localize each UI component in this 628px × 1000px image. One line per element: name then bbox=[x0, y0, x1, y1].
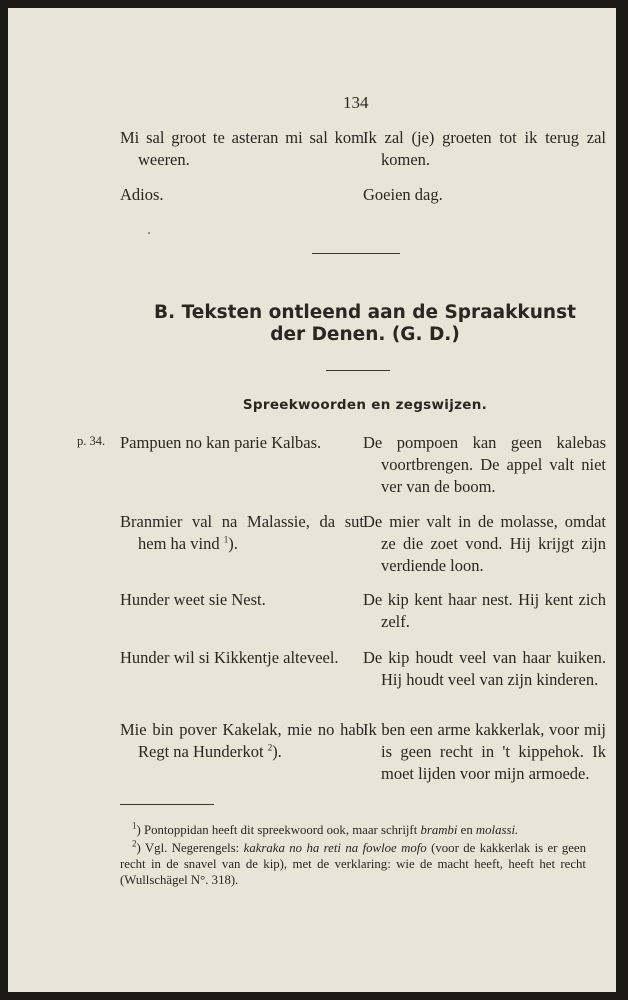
footnote-2-italic: kakraka no ha reti na fowloe mofo bbox=[243, 841, 427, 855]
top-right-text-1: Ik zal (je) groeten tot ik terug zal komen. bbox=[363, 128, 606, 169]
footnote-2-text: ) Vgl. Negerengels: bbox=[136, 841, 244, 855]
proverb-2-dutch: De mier valt in de molasse, omdat ze die zoet vond. Hij krijgt zijn verdiende loon. bbox=[363, 512, 606, 575]
footnote-ref-1: 1 bbox=[223, 534, 229, 545]
proverb-1-creole: Pampuen no kan parie Kalbas. bbox=[120, 433, 322, 452]
proverb-3-creole: Hunder weet sie Nest. bbox=[120, 590, 266, 609]
footnote-rule bbox=[120, 804, 214, 805]
footnote-1-word1: brambi bbox=[420, 823, 458, 837]
stray-mark bbox=[148, 232, 150, 234]
proverb-4-dutch: De kip houdt veel van haar kuiken. Hij houdt veel van zijn kinderen. bbox=[363, 648, 606, 689]
top-right-text-2: Goeien dag. bbox=[363, 185, 443, 204]
proverb-5-creole bbox=[120, 719, 364, 763]
proverb-2-tail: ). bbox=[228, 534, 238, 553]
proverb-2-creole-text: Branmier val na Malassie, da sut hem ha vind bbox=[120, 512, 364, 553]
subheading: Spreekwoorden en zegswijzen. bbox=[242, 397, 488, 413]
margin-reference: p. 34. bbox=[77, 434, 106, 448]
footnote-ref-2: 2 bbox=[267, 742, 273, 753]
footnote-2-rest: (voor de kakkerlak is er geen recht in de snavel van de kip), met de verklaring: wie de macht heeft, heeft het recht (Wullschägel N°. 318). bbox=[120, 841, 587, 887]
divider-rule-2 bbox=[326, 370, 390, 371]
proverb-2-creole bbox=[120, 511, 364, 555]
proverb-5-dutch: Ik ben een arme kakkerlak, voor mij is geen recht in 't kippehok. Ik moet lijden voor mijn armoede. bbox=[363, 720, 606, 783]
proverb-4-creole: Hunder wil si Kikkentje alteveel. bbox=[120, 648, 339, 667]
section-heading-line2: der Denen. (G. D.) bbox=[270, 324, 460, 345]
page-number: 134 bbox=[343, 93, 369, 112]
proverb-1-dutch: De pompoen kan geen kalebas voortbrengen. De appel valt niet ver van de boom. bbox=[363, 433, 606, 496]
proverb-3-dutch: De kip kent haar nest. Hij kent zich zelf. bbox=[363, 590, 606, 631]
footnote-2-mark: 2 bbox=[132, 838, 137, 849]
footnote-1-word2: molassi. bbox=[475, 823, 519, 837]
footnote-2 bbox=[120, 840, 586, 888]
footnote-1-mid: en bbox=[457, 823, 476, 837]
footnote-1-text: ) Pontoppidan heeft dit spreekwoord ook, maar schrijft bbox=[136, 823, 421, 837]
top-left-text-2: Adios. bbox=[120, 185, 164, 204]
section-heading-line1: B. Teksten ontleend aan de Spraakkunst bbox=[154, 302, 576, 323]
footnote-1-mark: 1 bbox=[132, 820, 137, 831]
proverb-5-tail: ). bbox=[272, 742, 282, 761]
footnote-1 bbox=[120, 822, 586, 838]
divider-rule-1 bbox=[312, 253, 400, 254]
top-left-text-1: Mi sal groot te asteran mi sal kom weeren. bbox=[120, 128, 364, 169]
proverb-5-creole-text: Mie bin pover Kakelak, mie no hab Regt na Hunderkot bbox=[120, 720, 364, 761]
